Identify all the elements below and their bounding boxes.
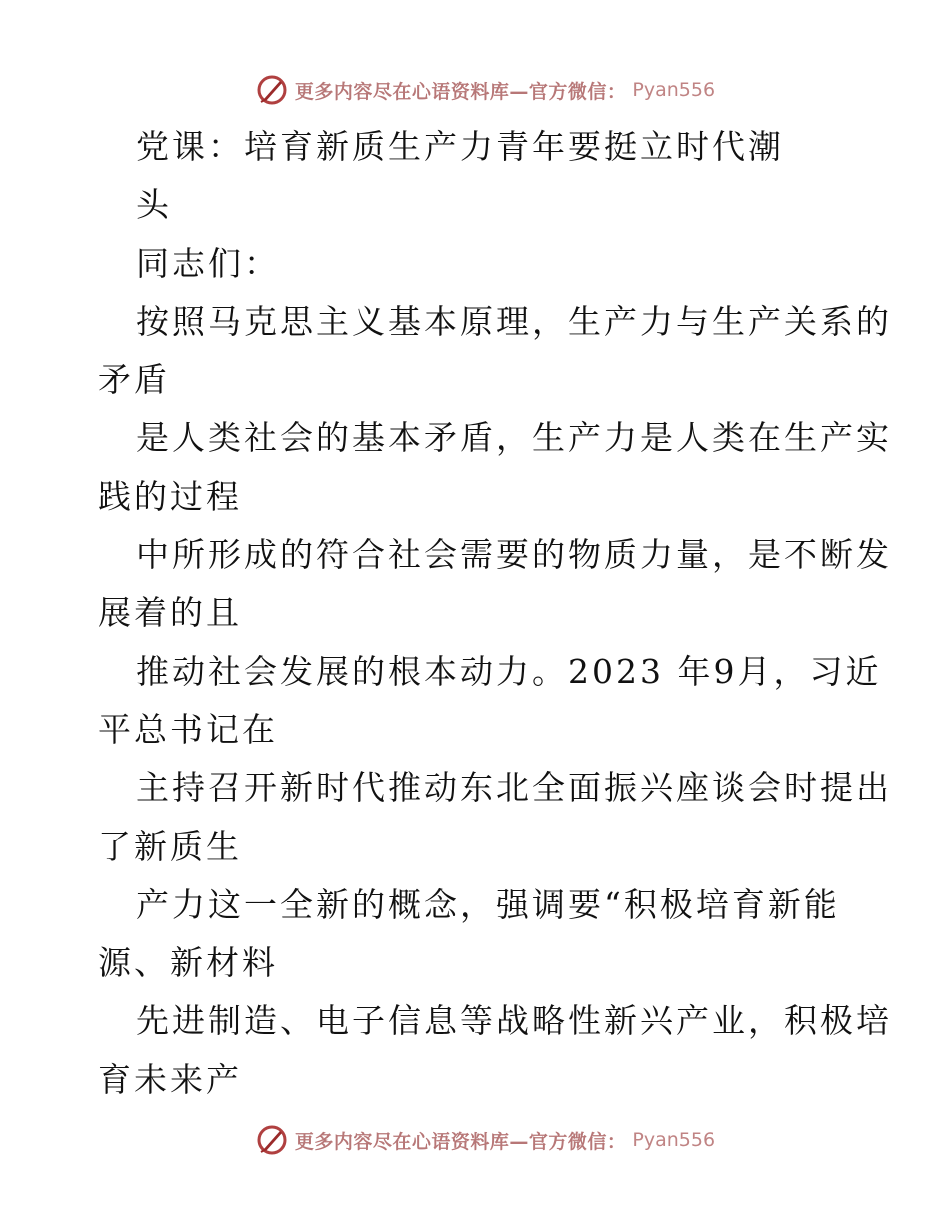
text-line: 党课：培育新质生产力青年要挺立时代潮 xyxy=(136,127,784,166)
red-quill-circle-logo-icon xyxy=(255,1123,289,1157)
text-line: 按照马克思主义基本原理，生产力与生产关系的 xyxy=(136,301,892,341)
text-line: 主持召开新时代推动东北全面振兴座谈会时提出 xyxy=(136,768,892,808)
text-line: 矛盾 xyxy=(98,360,170,400)
text-line: 了新质生 xyxy=(98,826,242,866)
text-line: 先进制造、电子信息等战略性新兴产业，积极培 xyxy=(136,1001,892,1041)
wechat-id: Pyan556 xyxy=(632,79,716,101)
text-line: 推动社会发展的根本动力。2023 年9月，习近 xyxy=(136,651,882,691)
wechat-id: Pyan556 xyxy=(632,1129,716,1151)
red-quill-circle-logo-icon xyxy=(255,73,289,107)
text-line: 践的过程 xyxy=(98,476,242,516)
watermark-text: 更多内容尽在心语资料库—官方微信： xyxy=(294,80,627,103)
text-line: 育未来产 xyxy=(98,1059,242,1099)
text-line: 产力这一全新的概念，强调要“积极培育新能 xyxy=(136,884,840,924)
header-watermark-banner xyxy=(0,70,950,110)
text-line: 是人类社会的基本矛盾，生产力是人类在生产实 xyxy=(136,418,892,458)
text-line: 源、新材料 xyxy=(98,943,278,983)
text-line: 同志们： xyxy=(136,243,280,283)
text-line: 中所形成的符合社会需要的物质力量，是不断发 xyxy=(136,535,892,575)
text-line: 展着的且 xyxy=(98,593,242,633)
text-line: 头 xyxy=(136,185,172,225)
text-line: 平总书记在 xyxy=(98,709,278,749)
watermark-text: 更多内容尽在心语资料库—官方微信： xyxy=(294,1130,627,1153)
document-body xyxy=(98,118,892,1109)
footer-watermark-banner xyxy=(0,1120,950,1160)
